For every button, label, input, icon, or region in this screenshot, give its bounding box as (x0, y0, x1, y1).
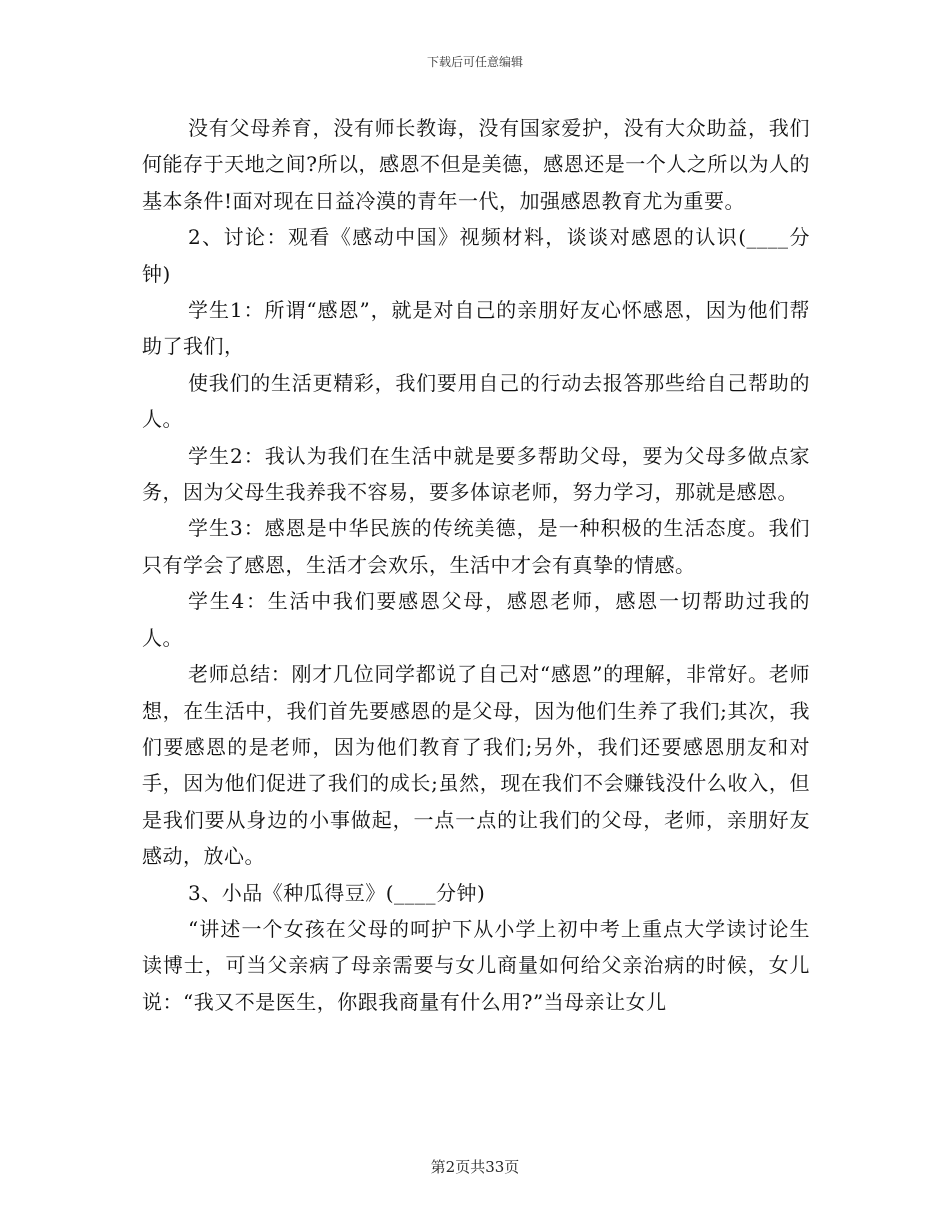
paragraph-intro: 没有父母养育，没有师长教诲，没有国家爱护，没有大众助益，我们何能存于天地之间?所以，感恩不但是美德，感恩还是一个人之所以为人的基本条件!面对现在日益冷漠的青年一代，加强感恩教育尤为重要。 (142, 116, 810, 213)
paragraph-discussion-heading: 2、讨论：观看《感动中国》视频材料，谈谈对感恩的认识(____分钟) (142, 225, 810, 286)
page-header: 下载后可任意编辑 (426, 55, 523, 69)
paragraph-skit-heading: 3、小品《种瓜得豆》(____分钟) (188, 880, 486, 905)
paragraph-student-2: 学生2：我认为我们在生活中就是要多帮助父母，要为父母多做点家务，因为父母生我养我不容易，要多体谅老师，努力学习，那就是感恩。 (142, 443, 810, 505)
paragraph-teacher-summary: 老师总结：刚才几位同学都说了自己对“感恩”的理解，非常好。老师想，在生活中，我们首先要感恩的是父母，因为他们生养了我们;其次，我们要感恩的是老师，因为他们教育了我们;另外，我们还要感恩朋友和对手，因为他们促进了我们的成长;虽然，现在我们不会赚钱没什么收入，但是我们要从身边的小事做起，一点一点的让我们的父母，老师，亲朋好友感动，放心。 (142, 662, 810, 869)
paragraph-skit-story: “讲述一个女孩在父母的呵护下从小学上初中考上重点大学读讨论生读博士，可当父亲病了母亲需要与女儿商量如何给父亲治病的时候，女儿说：“我又不是医生，你跟我商量有什么用?”当母亲让女儿 (142, 916, 810, 1014)
paragraph-student-3: 学生3：感恩是中华民族的传统美德，是一种积极的生活态度。我们只有学会了感恩，生活才会欢乐，生活中才会有真挚的情感。 (142, 516, 810, 577)
paragraph-student-1: 学生1：所谓“感恩”，就是对自己的亲朋好友心怀感恩，因为他们帮助了我们， (142, 298, 810, 359)
paragraph-student-4: 学生4：生活中我们要感恩父母，感恩老师，感恩一切帮助过我的人。 (142, 589, 810, 650)
page-footer: 第2页共33页 (430, 1158, 520, 1176)
paragraph-student-1-continued: 使我们的生活更精彩，我们要用自己的行动去报答那些给自己帮助的人。 (142, 370, 810, 432)
document-body (142, 110, 810, 1020)
